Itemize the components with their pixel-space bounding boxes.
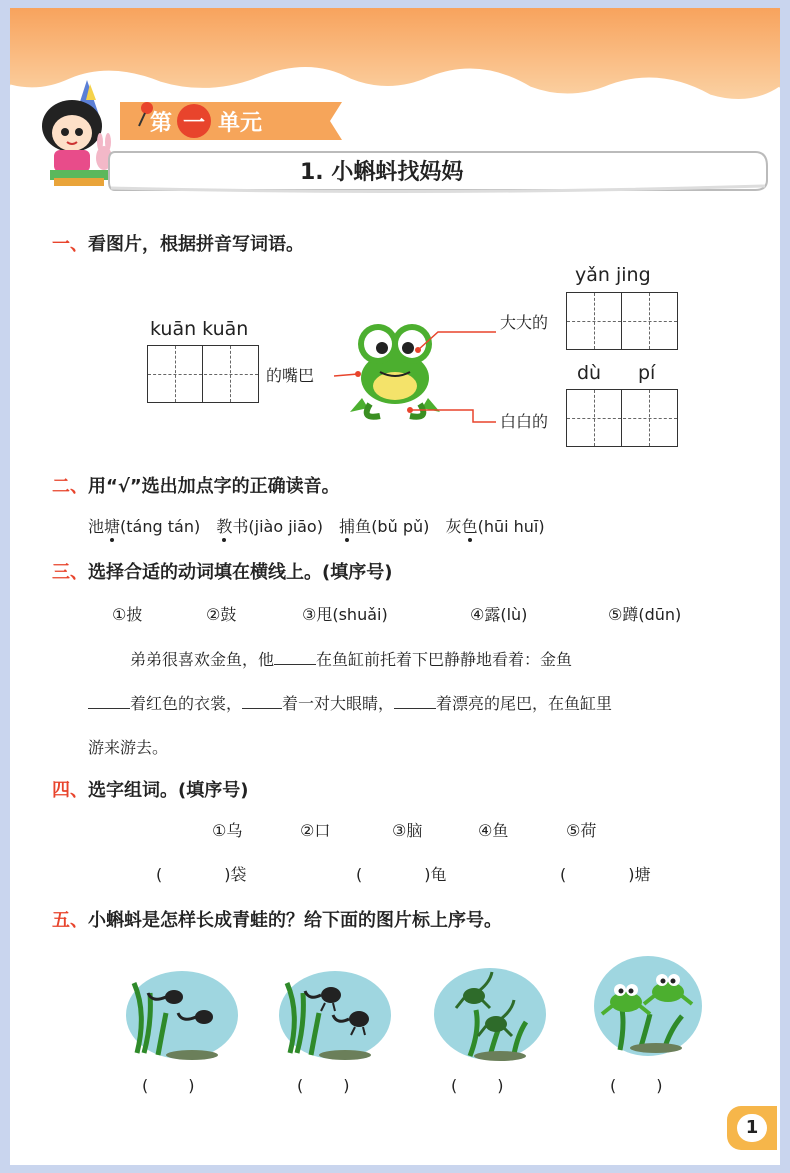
label-white: 白白的: [500, 412, 549, 431]
word-slot-2[interactable]: ( )龟: [356, 865, 447, 884]
word-slot-1[interactable]: ( )袋: [156, 865, 247, 884]
page-number: 1: [737, 1114, 767, 1142]
page-number-tab: [727, 1106, 777, 1150]
blank-2[interactable]: [88, 690, 130, 709]
pinyin-kuan-kuan: kuān kuān: [150, 318, 249, 340]
verb-option-4: ④露(lù): [470, 605, 528, 624]
pointer-lines: [328, 318, 498, 428]
frog-stage-picture-4: [590, 950, 706, 1060]
unit-banner-number: 一: [183, 111, 206, 136]
unit-banner-suffix: 单元: [218, 111, 263, 136]
pron-item-3[interactable]: 捕鱼(bǔ pǔ): [339, 517, 430, 536]
pron-item-1[interactable]: 池塘(táng tán): [88, 517, 201, 536]
writing-grid-yanjing[interactable]: [566, 292, 678, 350]
order-slot-2[interactable]: ( ): [297, 1076, 350, 1095]
verb-option-2: ②鼓: [206, 605, 237, 624]
section2-title: 用“√”选出加点字的正确读音。: [88, 476, 340, 497]
char-option-2: ②口: [300, 821, 331, 840]
fill-line-3: 游来游去。: [88, 738, 169, 757]
section3-number: 三、: [52, 562, 88, 583]
blank-1[interactable]: [274, 646, 316, 665]
fill-line-2: 着红色的衣裳， 着一对大眼睛， 着漂亮的尾巴，在鱼缸里: [88, 690, 612, 714]
pron-item-2[interactable]: 教书(jiào jiāo): [216, 517, 323, 536]
label-big: 大大的: [500, 313, 549, 332]
pinyin-yanjing: yǎn jing: [575, 264, 651, 286]
char-option-5: ⑤荷: [566, 821, 597, 840]
tadpole-stage-picture-1: [122, 963, 242, 1063]
section1-heading: [52, 230, 304, 256]
label-mouth: 的嘴巴: [266, 366, 315, 385]
section1-number: 一、: [52, 234, 88, 255]
blank-3[interactable]: [242, 690, 282, 709]
writing-grid-kuankuan[interactable]: [147, 345, 259, 403]
section4-heading: [52, 776, 248, 802]
section1-title: 看图片，根据拼音写词语。: [88, 234, 304, 255]
pron-item-4[interactable]: 灰色(hūi huī): [445, 517, 545, 536]
order-slot-1[interactable]: ( ): [142, 1076, 195, 1095]
section5-title: 小蝌蚪是怎样长成青蛙的？给下面的图片标上序号。: [88, 910, 502, 931]
tadpole-stage-picture-2: [275, 963, 395, 1063]
char-option-1: ①乌: [212, 821, 243, 840]
verb-option-1: ①披: [112, 605, 143, 624]
order-slot-4[interactable]: ( ): [610, 1076, 663, 1095]
section3-title: 选择合适的动词填在横线上。(填序号): [88, 562, 393, 583]
section5-heading: [52, 906, 502, 932]
worksheet-page: [10, 8, 780, 1165]
fill-line-1: 弟弟很喜欢金鱼，他 在鱼缸前托着下巴静静地看着：金鱼: [130, 646, 572, 670]
blank-4[interactable]: [394, 690, 436, 709]
char-option-3: ③脑: [392, 821, 423, 840]
word-slot-3[interactable]: ( )塘: [560, 865, 651, 884]
verb-option-3: ③甩(shuǎi): [302, 605, 388, 624]
section2-heading: [52, 472, 340, 498]
pinyin-du: dù: [577, 362, 602, 384]
section3-heading: [52, 558, 392, 584]
unit-banner-prefix: 第: [150, 111, 173, 136]
section5-number: 五、: [52, 910, 88, 931]
section2-number: 二、: [52, 476, 88, 497]
verb-option-5: ⑤蹲(dūn): [608, 605, 682, 624]
tadpole-stage-picture-3: [430, 960, 550, 1064]
char-option-4: ④鱼: [478, 821, 509, 840]
pronunciation-row: [88, 514, 778, 537]
section4-number: 四、: [52, 780, 88, 801]
order-slot-3[interactable]: ( ): [451, 1076, 504, 1095]
lesson-title: 1. 小蝌蚪找妈妈: [300, 160, 464, 185]
writing-grid-dupi[interactable]: [566, 389, 678, 447]
pinyin-pi: pí: [638, 362, 656, 384]
section4-title: 选字组词。(填序号): [88, 780, 249, 801]
